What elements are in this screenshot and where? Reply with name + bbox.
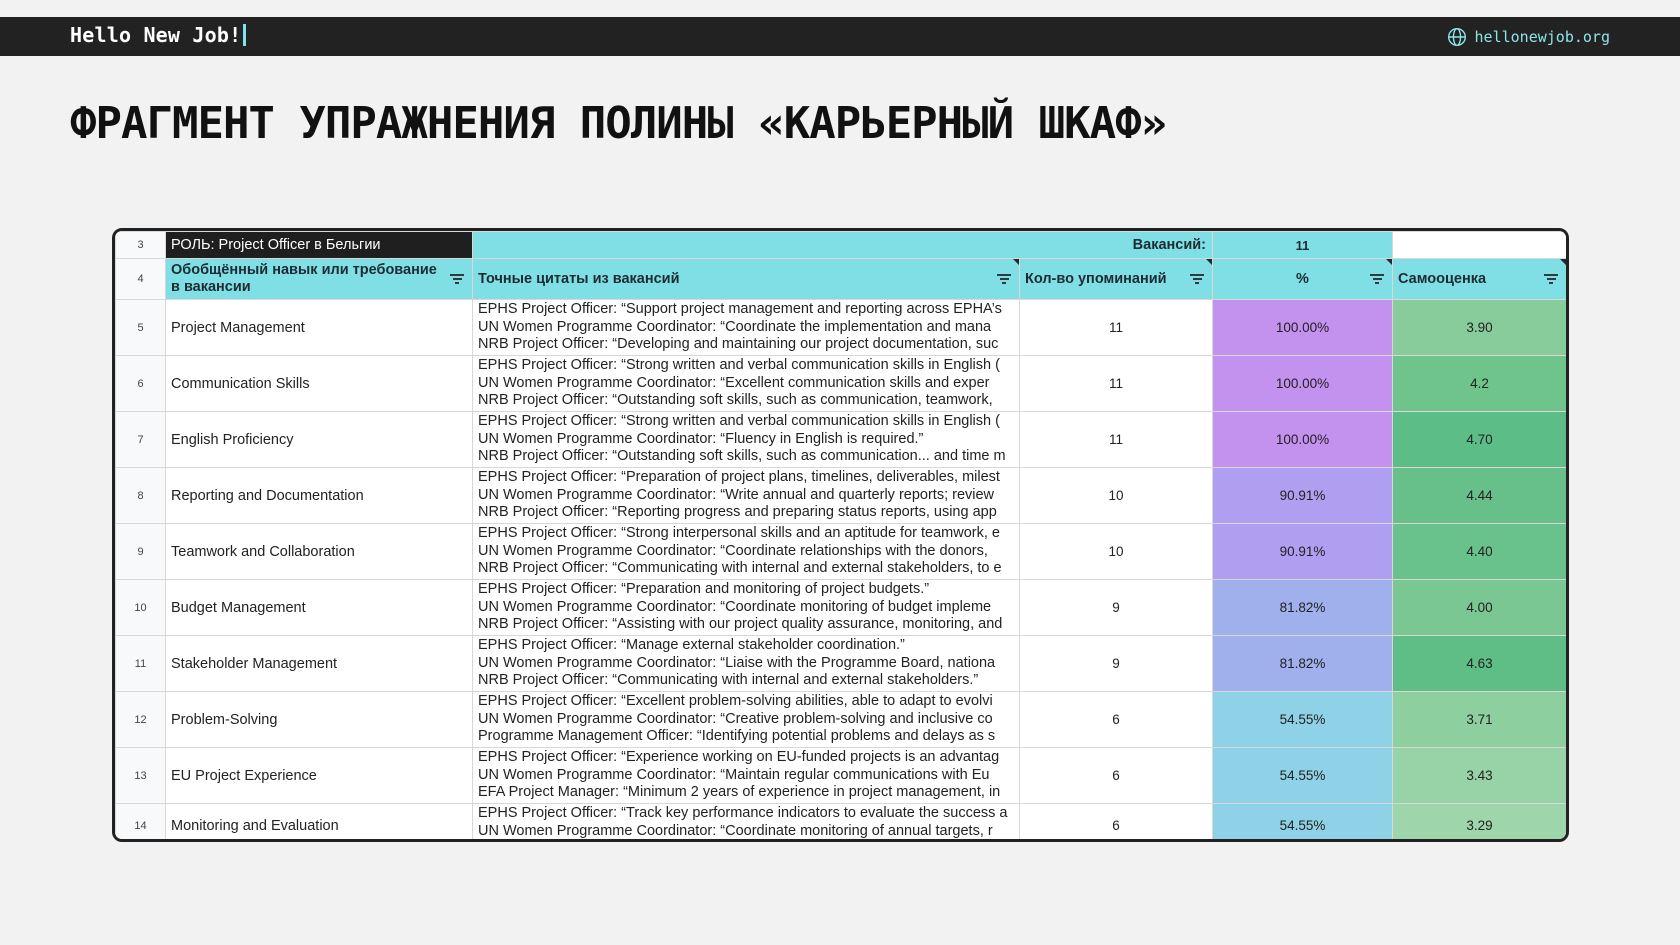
row-number[interactable]: 3 — [116, 232, 166, 259]
table-row — [116, 804, 1567, 843]
role-cell[interactable]: РОЛЬ: Project Officer в Бельгии — [166, 232, 473, 259]
quote-line: NRB Project Officer: “Outstanding soft skills, such as communication... and time m — [478, 448, 1006, 464]
filter-icon[interactable] — [1544, 274, 1558, 284]
skills-table — [115, 231, 1567, 842]
count-cell[interactable]: 9 — [1020, 636, 1213, 692]
pct-cell[interactable]: 100.00% — [1213, 356, 1393, 412]
quote-line: NRB Project Officer: “Communicating with internal and external stakeholders, to e — [478, 560, 1002, 576]
quote-line: EPHS Project Officer: “Preparation and monitoring of project budgets.” — [478, 581, 930, 597]
quote-line: EPHS Project Officer: “Track key performance indicators to evaluate the success a — [478, 805, 1008, 821]
filter-icon[interactable] — [450, 274, 464, 284]
quote-line: UN Women Programme Coordinator: “Coordinate relationships with the donors, — [478, 542, 988, 559]
role-row — [116, 232, 1567, 259]
col-header-pct[interactable] — [1213, 259, 1393, 300]
pct-cell[interactable]: 54.55% — [1213, 748, 1393, 804]
count-cell[interactable]: 11 — [1020, 356, 1213, 412]
table-row — [116, 468, 1567, 524]
quote-line: EPHS Project Officer: “Strong written and verbal communication skills in English ( — [478, 413, 1000, 429]
note-marker — [1206, 259, 1212, 265]
vacancies-value[interactable]: 11 — [1213, 232, 1393, 259]
quotes-cell[interactable] — [473, 524, 1020, 580]
skill-cell[interactable]: Communication Skills — [166, 356, 473, 412]
row-number[interactable]: 10 — [116, 580, 166, 636]
col-header-label: Обобщённый навык или требование в вакансии — [171, 262, 437, 295]
quote-line: EPHS Project Officer: “Excellent problem-solving abilities, able to adapt to evolvi — [478, 693, 993, 709]
spreadsheet — [112, 228, 1569, 842]
row-number[interactable]: 6 — [116, 356, 166, 412]
quote-line: UN Women Programme Coordinator: “Maintain regular communications with Eu — [478, 766, 990, 783]
quote-line: UN Women Programme Coordinator: “Excellent communication skills and exper — [478, 374, 990, 391]
self-score-cell[interactable]: 4.00 — [1393, 580, 1567, 636]
table-row — [116, 524, 1567, 580]
quote-line: NRB Project Officer: “Outstanding soft skills, such as communication, teamwork, — [478, 392, 993, 408]
note-marker — [1386, 259, 1392, 265]
pct-cell[interactable]: 54.55% — [1213, 804, 1393, 843]
row-number[interactable]: 4 — [116, 259, 166, 300]
row-number[interactable]: 14 — [116, 804, 166, 843]
quote-line: EPHS Project Officer: “Manage external stakeholder coordination.” — [478, 637, 905, 653]
quote-line: EPHS Project Officer: “Experience working on EU-funded projects is an advantag — [478, 749, 1000, 765]
quote-line: NRB Project Officer: “Communicating with internal and external stakeholders.” — [478, 672, 979, 688]
table-row — [116, 748, 1567, 804]
skill-cell[interactable]: Project Management — [166, 300, 473, 356]
header-row — [116, 259, 1567, 300]
filter-icon[interactable] — [1370, 274, 1384, 284]
pct-cell[interactable]: 100.00% — [1213, 300, 1393, 356]
col-header-label: Точные цитаты из вакансий — [478, 271, 680, 287]
site-link[interactable] — [1447, 27, 1610, 47]
row-number[interactable]: 5 — [116, 300, 166, 356]
quote-line: EPHS Project Officer: “Support project management and reporting across EPHA’s — [478, 301, 1002, 317]
self-score-cell[interactable]: 4.2 — [1393, 356, 1567, 412]
count-cell[interactable]: 6 — [1020, 692, 1213, 748]
count-cell[interactable]: 10 — [1020, 468, 1213, 524]
pct-cell[interactable]: 54.55% — [1213, 692, 1393, 748]
row-number[interactable]: 13 — [116, 748, 166, 804]
col-header-self[interactable] — [1393, 259, 1567, 300]
table-row — [116, 692, 1567, 748]
quotes-cell[interactable] — [473, 356, 1020, 412]
quote-line: EFA Project Manager: “Minimum 2 years of experience in project management, in — [478, 784, 1001, 800]
self-score-cell[interactable]: 3.43 — [1393, 748, 1567, 804]
quotes-cell[interactable] — [473, 468, 1020, 524]
row-number[interactable]: 12 — [116, 692, 166, 748]
page-title: ФРАГМЕНТ УПРАЖНЕНИЯ ПОЛИНЫ «КАРЬЕРНЫЙ ШКАФ» — [70, 98, 1167, 149]
count-cell[interactable]: 10 — [1020, 524, 1213, 580]
pct-cell[interactable]: 81.82% — [1213, 636, 1393, 692]
skill-cell[interactable]: Problem-Solving — [166, 692, 473, 748]
cursor-mark — [243, 24, 246, 46]
quote-line: Programme Management Officer: “Identifying potential problems and delays as s — [478, 728, 996, 744]
count-cell[interactable]: 11 — [1020, 412, 1213, 468]
self-score-cell[interactable]: 4.40 — [1393, 524, 1567, 580]
quotes-cell[interactable] — [473, 692, 1020, 748]
skill-cell[interactable]: EU Project Experience — [166, 748, 473, 804]
quote-line: EPHS Project Officer: “Preparation of project plans, timelines, deliverables, milest — [478, 469, 1000, 485]
site-url: hellonewjob.org — [1474, 28, 1610, 46]
quote-line: UN Women Programme Coordinator: “Coordinate monitoring of budget impleme — [478, 598, 992, 615]
self-score-cell[interactable]: 4.70 — [1393, 412, 1567, 468]
row-number[interactable]: 9 — [116, 524, 166, 580]
quote-line: NRB Project Officer: “Developing and maintaining our project documentation, suc — [478, 336, 999, 352]
row-number[interactable]: 8 — [116, 468, 166, 524]
table-row — [116, 580, 1567, 636]
row-number[interactable]: 7 — [116, 412, 166, 468]
quotes-cell[interactable] — [473, 412, 1020, 468]
col-header-quotes[interactable] — [473, 259, 1020, 300]
quote-line: UN Women Programme Coordinator: “Creative problem-solving and inclusive co — [478, 710, 993, 727]
skill-cell[interactable]: Budget Management — [166, 580, 473, 636]
quotes-cell[interactable] — [473, 804, 1020, 843]
pct-cell[interactable]: 90.91% — [1213, 468, 1393, 524]
count-cell[interactable]: 9 — [1020, 580, 1213, 636]
count-cell[interactable]: 11 — [1020, 300, 1213, 356]
col-header-label: % — [1296, 271, 1309, 287]
quote-line: NRB Project Officer: “Assisting with our project quality assurance, monitoring, and — [478, 616, 1003, 632]
skill-cell[interactable]: Stakeholder Management — [166, 636, 473, 692]
globe-icon — [1447, 27, 1467, 47]
count-cell[interactable]: 6 — [1020, 748, 1213, 804]
col-header-label: Кол-во упоминаний — [1025, 271, 1167, 287]
quote-line: UN Women Programme Coordinator: “Coordinate monitoring of annual targets, r — [478, 822, 993, 839]
self-score-cell[interactable]: 3.29 — [1393, 804, 1567, 843]
quote-line: NRB Project Officer: “Reporting progress and preparing status reports, using app — [478, 504, 997, 520]
table-row — [116, 412, 1567, 468]
self-score-cell[interactable]: 4.63 — [1393, 636, 1567, 692]
note-marker — [1560, 259, 1566, 265]
quote-line: UN Women Programme Coordinator: “Fluency in English is required.” — [478, 430, 924, 447]
col-header-skill[interactable] — [166, 259, 473, 300]
quotes-cell[interactable] — [473, 748, 1020, 804]
table-row — [116, 300, 1567, 356]
col-header-label: Самооценка — [1398, 271, 1487, 287]
pct-cell[interactable]: 90.91% — [1213, 524, 1393, 580]
pct-cell[interactable]: 100.00% — [1213, 412, 1393, 468]
self-score-cell[interactable]: 4.44 — [1393, 468, 1567, 524]
filter-icon[interactable] — [1190, 274, 1204, 284]
quotes-cell[interactable] — [473, 300, 1020, 356]
self-score-cell[interactable]: 3.71 — [1393, 692, 1567, 748]
quote-line: EPHS Project Officer: “Strong written and verbal communication skills in English ( — [478, 357, 1000, 373]
brand-text: Hello New Job! — [70, 23, 242, 47]
quote-line: UN Women Programme Coordinator: “Write annual and quarterly reports; review — [478, 486, 995, 503]
self-score-cell[interactable]: 3.90 — [1393, 300, 1567, 356]
count-cell[interactable]: 6 — [1020, 804, 1213, 843]
quote-line: UN Women Programme Coordinator: “Liaise with the Programme Board, nationa — [478, 654, 996, 671]
quotes-cell[interactable] — [473, 580, 1020, 636]
top-bar — [0, 17, 1680, 56]
col-header-count[interactable] — [1020, 259, 1213, 300]
skill-cell[interactable]: Reporting and Documentation — [166, 468, 473, 524]
quote-line: EPHS Project Officer: “Strong interpersonal skills and an aptitude for teamwork, e — [478, 525, 1000, 541]
table-row — [116, 356, 1567, 412]
pct-cell[interactable]: 81.82% — [1213, 580, 1393, 636]
quote-line: UN Women Programme Coordinator: “Coordinate the implementation and mana — [478, 318, 992, 335]
filter-icon[interactable] — [997, 274, 1011, 284]
row-number[interactable]: 11 — [116, 636, 166, 692]
note-marker — [1013, 259, 1019, 265]
skill-cell[interactable]: Monitoring and Evaluation — [166, 804, 473, 843]
brand-logo[interactable] — [70, 23, 246, 47]
vacancies-label[interactable]: Вакансий: — [473, 232, 1213, 259]
quotes-cell[interactable] — [473, 636, 1020, 692]
table-row — [116, 636, 1567, 692]
empty-cell[interactable] — [1393, 232, 1567, 259]
skill-cell[interactable]: English Proficiency — [166, 412, 473, 468]
skill-cell[interactable]: Teamwork and Collaboration — [166, 524, 473, 580]
